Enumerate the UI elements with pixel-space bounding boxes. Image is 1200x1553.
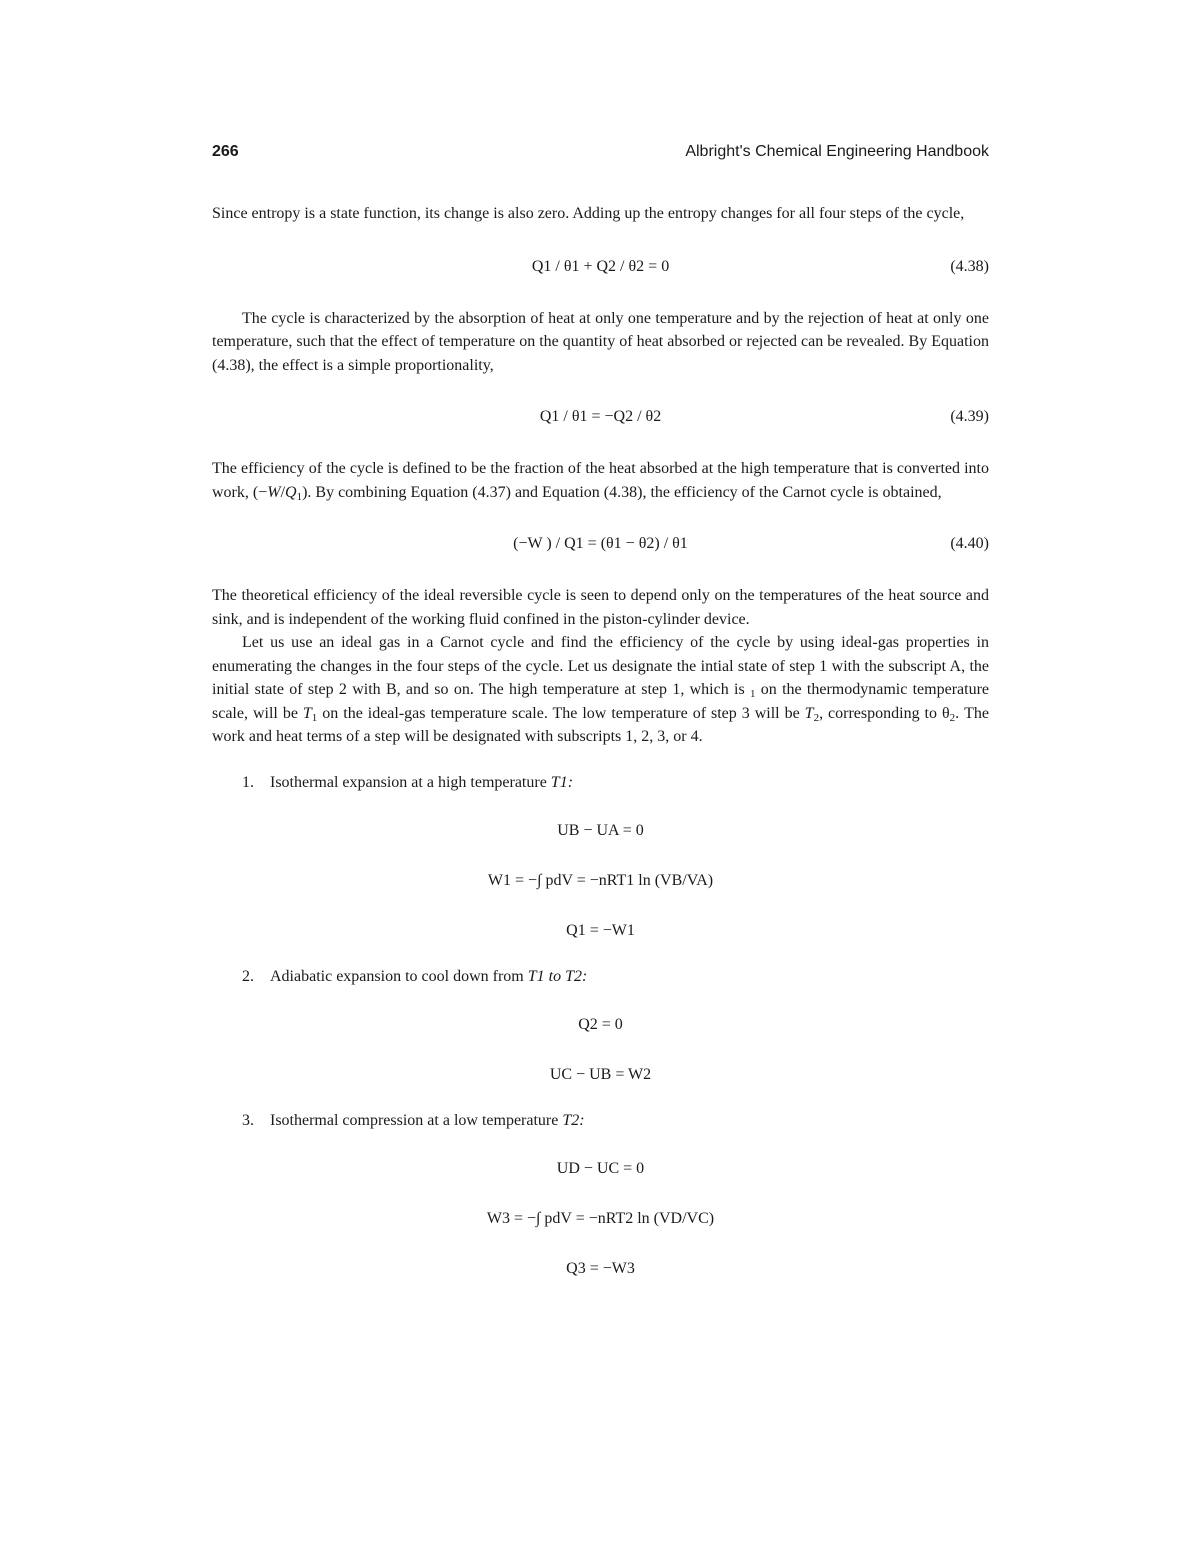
step2-equation: UC − UB = W2 [549,1065,652,1083]
paragraph-theoretical-efficiency: The theoretical efficiency of the ideal reversible cycle is seen to depend only on the temperatures of the heat source and sink, and is independent of the working fluid confined in the piston-cylinder device. [212,587,989,628]
step3-equation: W3 = −∫ pdV = −nRT2 ln (VD/VC) [486,1209,715,1227]
page-number: 266 [212,143,239,160]
equation-4-38-body: Q1 / θ1 + Q2 / θ2 = 0 [531,257,670,275]
equation-4-40 [212,532,989,556]
equation-number: (4.38) [950,257,989,275]
step1-equation: W1 = −∫ pdV = −nRT1 ln (VB/VA) [487,871,714,889]
equation-4-40-body: (−W ) / Q1 = (θ1 − θ2) / θ1 [513,535,688,552]
page [212,140,989,1281]
step-1: 1. Isothermal expansion at a high temperature T1: [212,771,989,795]
page-header [212,140,989,170]
running-head: Albright's Chemical Engineering Handbook [685,143,989,160]
paragraph-cycle: The cycle is characterized by the absorption of heat at only one temperature and by the rejection of heat at only one temperature, such that the effect of temperature on the quantity of heat absorbed or rejected can be revealed. By Equation (4.38), the effect is a simple proportionality, [212,309,989,374]
step1-equation: Q1 = −W1 [566,921,635,939]
paragraph-efficiency: The efficiency of the cycle is defined to be the fraction of the heat absorbed at the high temperature that is converted into work, $(-W/Q_1)$. By combining Equation (4.37) and Equation (4.38), the efficiency of the Carnot cycle is obtained, [212,460,989,503]
equation-number: (4.40) [950,535,989,552]
paragraph-ideal-gas: Let us use an ideal gas in a Carnot cycle and find the efficiency of the cycle by using ideal-gas properties in enumerating the changes in the four steps of the cycle. Let us designate the intial state of step 1 with the subscript A, the initial state of step 2 with B, and so on. The high temperature at step 1, which is $_1$ on the thermodynamic temperature scale, will be $T_1$ on the ideal-gas temperature scale. The low temperature of step 3 will be $T_2$, corresponding to $\theta_2$. The work and heat terms of a step will be designated with subscripts 1, 2, 3, or 4. [212,634,990,745]
step1-equation: UB − UA = 0 [557,821,644,839]
paragraph-entropy: Since entropy is a state function, its change is also zero. Adding up the entropy changes for all four steps of the cycle, [212,205,965,222]
step3-equation: Q3 = −W3 [566,1259,635,1277]
equation-number: (4.39) [950,408,989,425]
step-number: 3. [242,1111,254,1129]
step-3: 3. Isothermal compression at a low temperature T2: [212,1109,989,1133]
step-number: 2. [242,967,254,985]
step-2: 2. Adiabatic expansion to cool down from T1 to T2: [212,965,989,989]
equation-4-39 [212,405,989,429]
step3-equation: UD − UC = 0 [556,1159,645,1177]
equation-4-39-body: Q1 / θ1 = −Q2 / θ2 [539,408,662,425]
step2-equation: Q2 = 0 [578,1015,623,1033]
step-number: 1. [242,773,254,791]
equation-4-38 [212,255,989,279]
